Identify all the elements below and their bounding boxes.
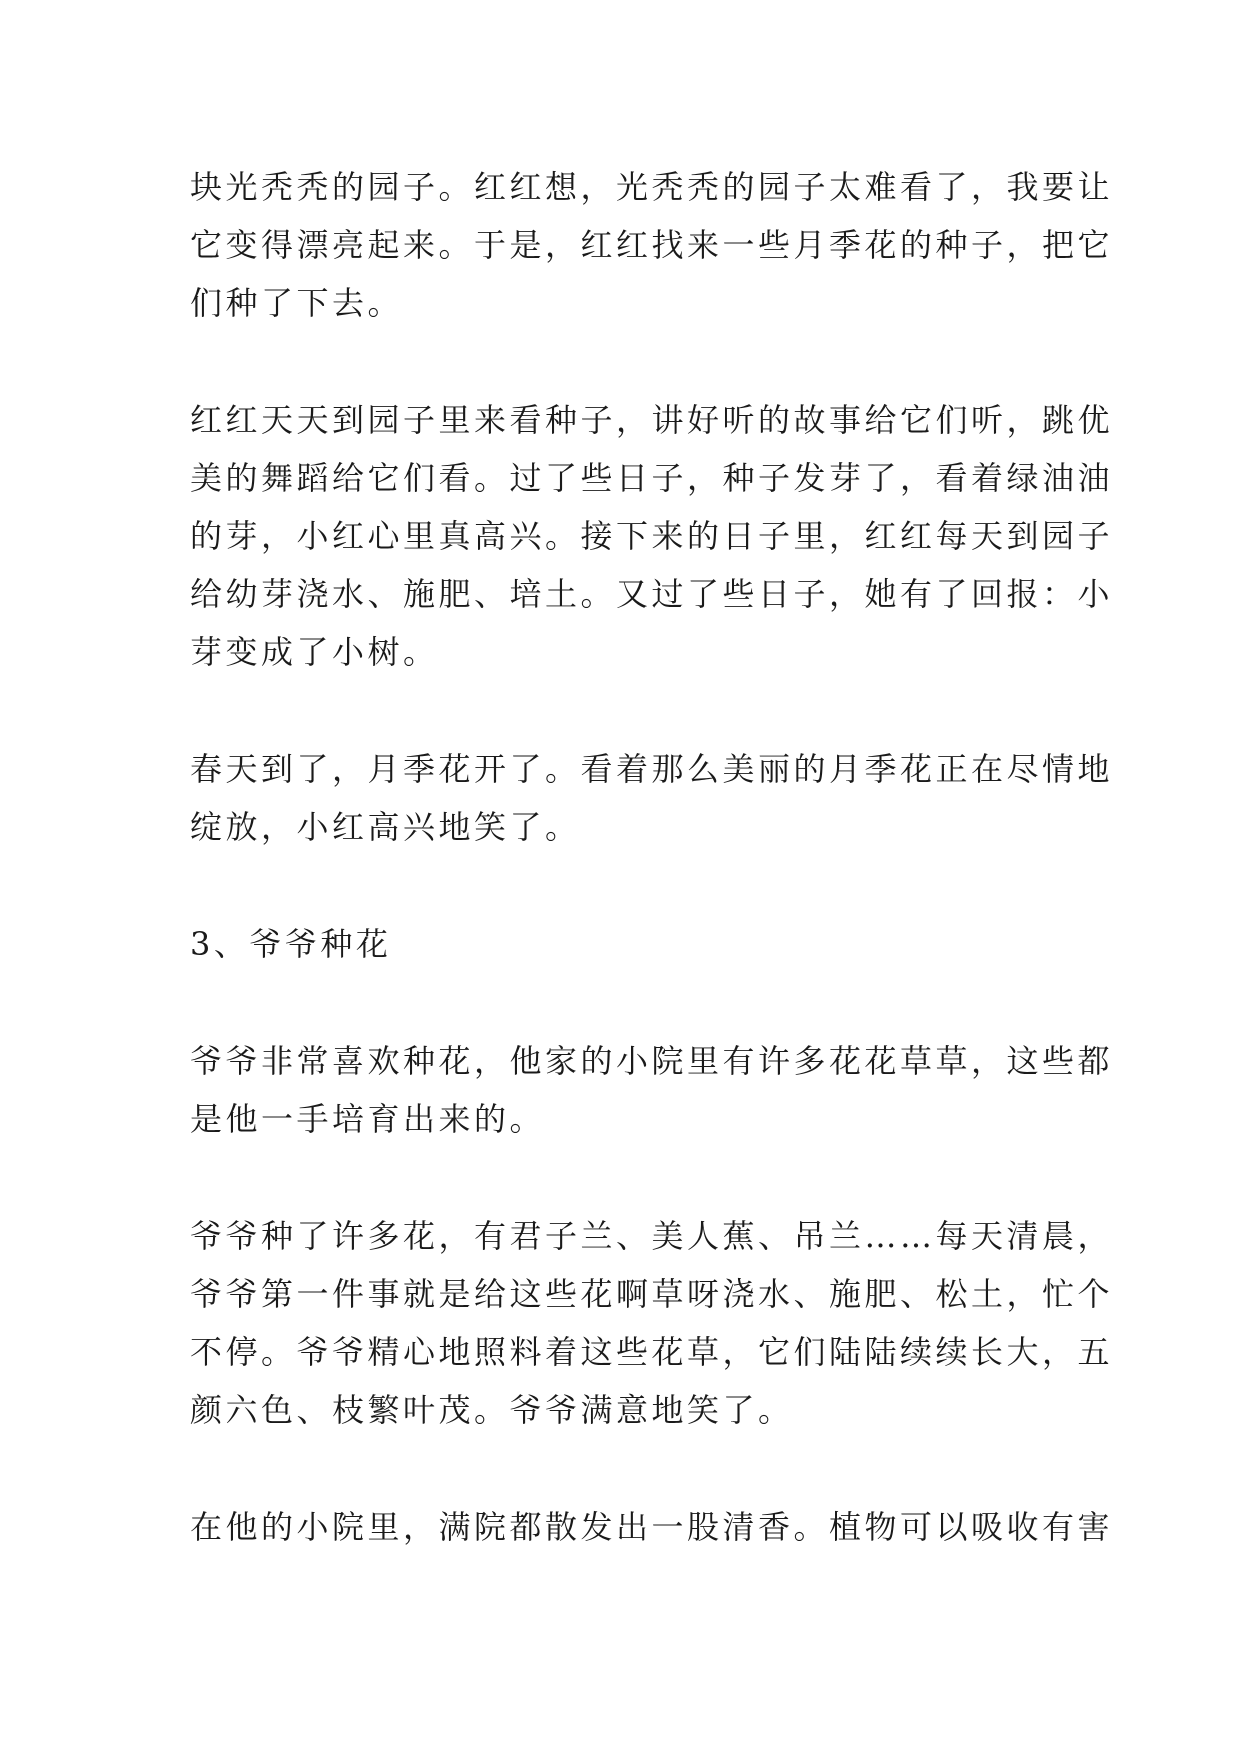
text-line: 给幼芽浇水、施肥、培土。又过了些日子，她有了回报：小 <box>190 575 1114 613</box>
text-line: 爷爷种了许多花，有君子兰、美人蕉、吊兰……每天清晨， <box>190 1217 1114 1255</box>
text-line: 它变得漂亮起来。于是，红红找来一些月季花的种子，把它 <box>190 226 1114 264</box>
text-line: 块光秃秃的园子。红红想，光秃秃的园子太难看了，我要让 <box>190 168 1114 206</box>
paragraph-2 <box>190 391 1114 681</box>
paragraph-4 <box>190 1032 1114 1148</box>
text-line: 是他一手培育出来的。 <box>190 1100 546 1138</box>
text-line: 爷爷第一件事就是给这些花啊草呀浇水、施肥、松土，忙个 <box>190 1275 1114 1313</box>
text-line: 红红天天到园子里来看种子，讲好听的故事给它们听，跳优 <box>190 401 1114 439</box>
paragraph-6 <box>190 1498 1114 1556</box>
section-heading-text: 3、爷爷种花 <box>190 925 392 963</box>
text-line: 在他的小院里，满院都散发出一股清香。植物可以吸收有害 <box>190 1508 1114 1546</box>
text-line: 们种了下去。 <box>190 284 404 322</box>
text-line: 春天到了，月季花开了。看着那么美丽的月季花正在尽情地 <box>190 750 1114 788</box>
paragraph-5 <box>190 1207 1114 1439</box>
text-line: 的芽，小红心里真高兴。接下来的日子里，红红每天到园子 <box>190 517 1114 555</box>
text-line: 绽放，小红高兴地笑了。 <box>190 808 581 846</box>
paragraph-3 <box>190 740 1114 856</box>
text-line: 爷爷非常喜欢种花，他家的小院里有许多花花草草，这些都 <box>190 1042 1114 1080</box>
text-line: 不停。爷爷精心地照料着这些花草，它们陆陆续续长大，五 <box>190 1333 1114 1371</box>
text-line: 芽变成了小树。 <box>190 633 439 671</box>
text-line: 美的舞蹈给它们看。过了些日子，种子发芽了，看着绿油油 <box>190 459 1114 497</box>
section-heading <box>190 915 1062 973</box>
text-line: 颜六色、枝繁叶茂。爷爷满意地笑了。 <box>190 1391 794 1429</box>
paragraph-1 <box>190 158 1114 332</box>
document-body <box>190 158 1114 1615</box>
